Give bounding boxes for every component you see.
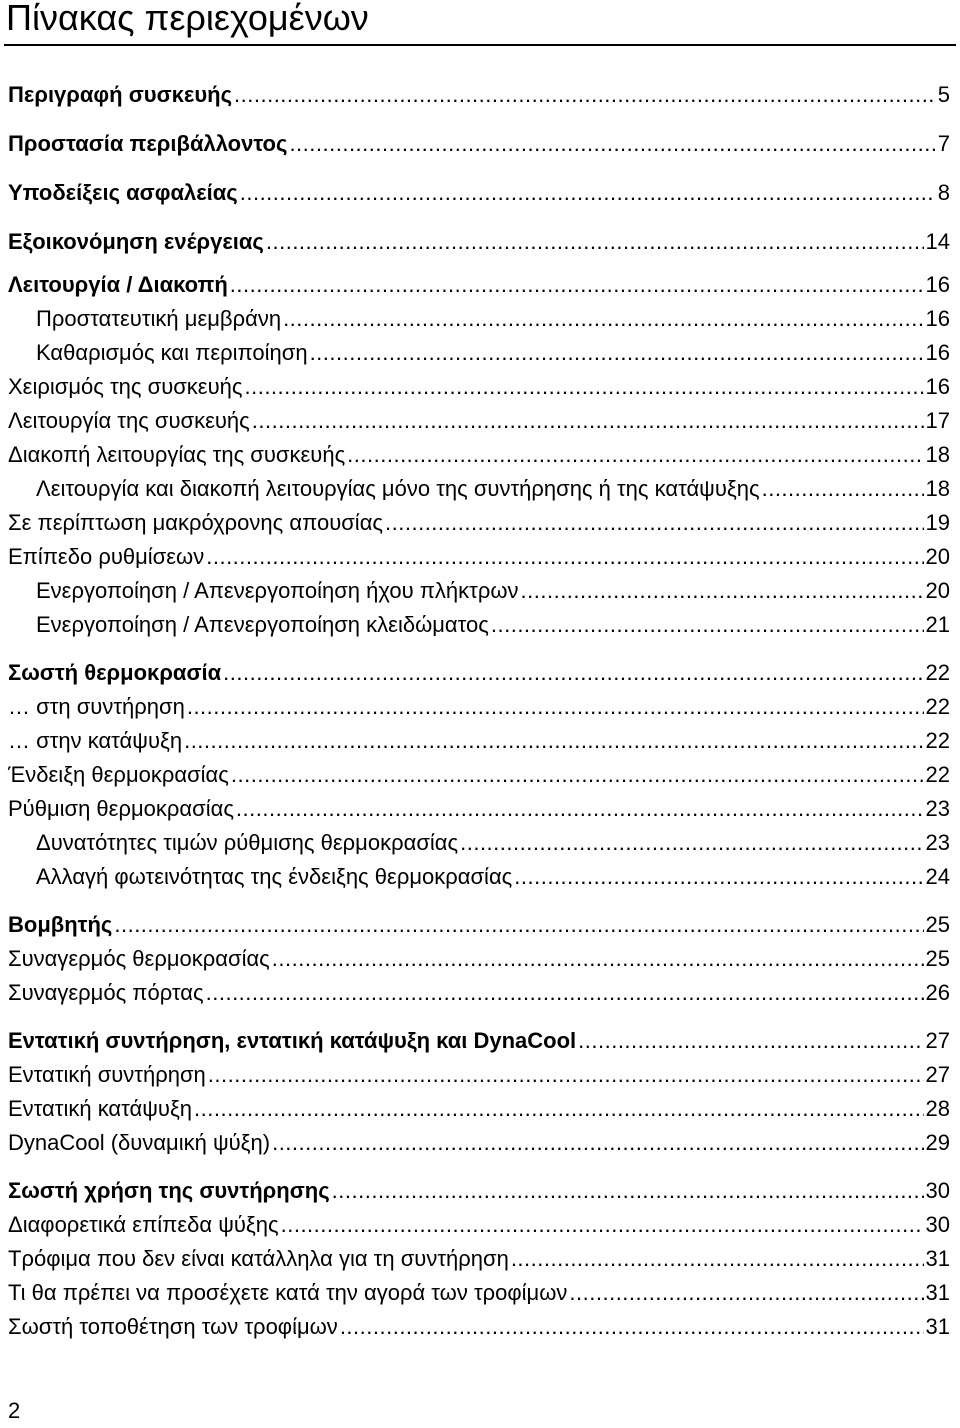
toc-label: Τρόφιμα που δεν είναι κατάλληλα για τη συντήρηση: [8, 1246, 509, 1271]
toc-label: Λειτουργία της συσκευής: [8, 408, 250, 433]
toc-entry-display-brightness[interactable]: [36, 860, 950, 890]
toc-leader-dots: [332, 1178, 924, 1204]
toc-entry-energy[interactable]: [8, 225, 950, 255]
toc-label: Εντατική συντήρηση, εντατική κατάψυξη και DynaCool: [8, 1028, 577, 1053]
toc-entry-fridge-freezer-only[interactable]: [36, 472, 950, 502]
toc-page: 21: [925, 612, 950, 637]
toc-page: 31: [925, 1314, 950, 1339]
toc-entry-correct-fridge-use[interactable]: [8, 1174, 950, 1204]
toc-entry-dynacool[interactable]: [8, 1126, 950, 1156]
toc-leader-dots: [578, 1028, 923, 1054]
toc-entry-buying-food[interactable]: [8, 1276, 950, 1306]
toc-leader-dots: [223, 660, 923, 686]
toc-entry-superfrost[interactable]: [8, 1092, 950, 1122]
toc-leader-dots: [230, 272, 924, 298]
toc-leader-dots: [208, 1062, 924, 1088]
toc-entry-switch-off[interactable]: [8, 438, 950, 468]
toc-leader-dots: [244, 374, 923, 400]
toc-entry-setting-range[interactable]: [36, 826, 950, 856]
toc-label: Συναγερμός θερμοκρασίας: [8, 946, 270, 971]
toc-page: 25: [925, 946, 950, 971]
toc-page: 24: [925, 864, 950, 889]
toc-label: Αλλαγή φωτεινότητας της ένδειξης θερμοκρασίας: [36, 864, 513, 889]
toc-entry-correct-temperature[interactable]: [8, 656, 950, 686]
toc-entry-long-absence[interactable]: [8, 506, 950, 536]
page-number: 2: [8, 1398, 21, 1423]
toc-label: Διακοπή λειτουργίας της συσκευής: [8, 442, 346, 467]
toc-entry-supercool-superfrost-dynacool[interactable]: [8, 1024, 950, 1054]
toc-page: 17: [925, 408, 950, 433]
toc-page: 18: [925, 476, 950, 501]
toc-leader-dots: [184, 728, 923, 754]
toc-page: 5: [937, 82, 950, 107]
toc-page: 26: [925, 980, 950, 1005]
toc-leader-dots: [206, 980, 924, 1006]
toc-leader-dots: [347, 442, 923, 468]
toc-label: Σωστή τοποθέτηση των τροφίμων: [8, 1314, 338, 1339]
title-divider: [4, 44, 956, 46]
toc-leader-dots: [521, 578, 924, 604]
toc-label: Σωστή χρήση της συντήρησης: [8, 1178, 330, 1203]
toc-page: 16: [925, 306, 950, 331]
toc-label: Διαφορετικά επίπεδα ψύξης: [8, 1212, 279, 1237]
toc-entry-temperature-alarm[interactable]: [8, 942, 950, 972]
toc-label: DynaCool (δυναμική ψύξη): [8, 1130, 271, 1155]
toc-page: 30: [925, 1212, 950, 1237]
toc-label: Ρύθμιση θερμοκρασίας: [8, 796, 234, 821]
toc-label: Χειρισμός της συσκευής: [8, 374, 243, 399]
toc-page: 20: [925, 544, 950, 569]
toc-entry-description[interactable]: [8, 78, 950, 108]
toc-label: Σωστή θερμοκρασία: [8, 660, 222, 685]
toc-leader-dots: [236, 796, 924, 822]
toc-leader-dots: [491, 612, 924, 638]
toc-leader-dots: [569, 1280, 923, 1306]
toc-label: Δυνατότητες τιμών ρύθμισης θερμοκρασίας: [36, 830, 459, 855]
toc-page: 16: [925, 272, 950, 297]
toc-page: 23: [925, 830, 950, 855]
toc-entry-unsuitable-foods[interactable]: [8, 1242, 950, 1272]
toc-label: Εξοικονόμηση ενέργειας: [8, 229, 264, 254]
toc-label: Καθαρισμός και περιποίηση: [36, 340, 308, 365]
toc-label: Υποδείξεις ασφαλείας: [8, 180, 238, 205]
toc-entry-key-sound[interactable]: [36, 574, 950, 604]
toc-page: 22: [925, 660, 950, 685]
toc-label: Εντατική κατάψυξη: [8, 1096, 193, 1121]
toc-leader-dots: [281, 1212, 924, 1238]
toc-leader-dots: [114, 912, 923, 938]
toc-entry-cleaning[interactable]: [36, 336, 950, 366]
toc-page: 27: [925, 1062, 950, 1087]
toc-label: Λειτουργία / Διακοπή: [8, 272, 228, 297]
toc-label: Επίπεδο ρυθμίσεων: [8, 544, 205, 569]
toc-label: Βομβητής: [8, 912, 113, 937]
toc-page: 28: [925, 1096, 950, 1121]
toc-entry-safety[interactable]: [8, 176, 950, 206]
toc-entry-in-fridge[interactable]: [8, 690, 950, 720]
page-title: Πίνακας περιεχομένων: [6, 0, 369, 38]
toc-page: 27: [925, 1028, 950, 1053]
toc-leader-dots: [511, 1246, 924, 1272]
toc-label: Προστατευτική μεμβράνη: [36, 306, 282, 331]
toc-page: 14: [925, 229, 950, 254]
toc-page: 31: [925, 1280, 950, 1305]
toc-entry-cooling-zones[interactable]: [8, 1208, 950, 1238]
toc-label: Τι θα πρέπει να προσέχετε κατά την αγορά των τροφίμων: [8, 1280, 568, 1305]
toc-entry-in-freezer[interactable]: [8, 724, 950, 754]
toc-leader-dots: [187, 694, 924, 720]
toc-label: Περιγραφή συσκευής: [8, 82, 233, 107]
toc-page: 7: [937, 131, 950, 156]
toc-leader-dots: [234, 82, 936, 108]
toc-entry-protective-film[interactable]: [36, 302, 950, 332]
toc-leader-dots: [514, 864, 923, 890]
toc-label: Ενεργοποίηση / Απενεργοποίηση κλειδώματος: [36, 612, 489, 637]
toc-page: 8: [937, 180, 950, 205]
toc-entry-switch-on[interactable]: [8, 404, 950, 434]
toc-label: Σε περίπτωση μακρόχρονης απουσίας: [8, 510, 384, 535]
toc-entry-lock[interactable]: [36, 608, 950, 638]
toc-page: 22: [925, 728, 950, 753]
toc-leader-dots: [283, 306, 923, 332]
toc-entry-temperature-setting[interactable]: [8, 792, 950, 822]
toc-leader-dots: [762, 476, 924, 502]
toc-leader-dots: [266, 229, 924, 255]
toc-page: 25: [925, 912, 950, 937]
toc-page: 18: [925, 442, 950, 467]
toc-leader-dots: [310, 340, 924, 366]
toc-entry-door-alarm[interactable]: [8, 976, 950, 1006]
toc-leader-dots: [272, 946, 924, 972]
toc-page: 29: [925, 1130, 950, 1155]
toc-entry-operation[interactable]: [8, 268, 950, 298]
toc-label: Προστασία περιβάλλοντος: [8, 131, 288, 156]
toc-entry-buzzer[interactable]: [8, 908, 950, 938]
toc-leader-dots: [272, 1130, 923, 1156]
toc-leader-dots: [340, 1314, 924, 1340]
toc-label: … στην κατάψυξη: [8, 728, 183, 753]
toc-entry-environment[interactable]: [8, 127, 950, 157]
toc-leader-dots: [206, 544, 923, 570]
toc-label: Λειτουργία και διακοπή λειτουργίας μόνο της συντήρησης ή της κατάψυξης: [36, 476, 760, 501]
toc-entry-food-placement[interactable]: [8, 1310, 950, 1340]
toc-page: 16: [925, 374, 950, 399]
toc-entry-handling[interactable]: [8, 370, 950, 400]
toc-label: Ένδειξη θερμοκρασίας: [8, 762, 229, 787]
toc-page: 30: [925, 1178, 950, 1203]
toc-page: 16: [925, 340, 950, 365]
toc-leader-dots: [194, 1096, 923, 1122]
toc-label: Συναγερμός πόρτας: [8, 980, 204, 1005]
toc-entry-settings-level[interactable]: [8, 540, 950, 570]
toc-page: 22: [925, 762, 950, 787]
toc-leader-dots: [385, 510, 924, 536]
toc-label: … στη συντήρηση: [8, 694, 185, 719]
toc-leader-dots: [252, 408, 924, 434]
toc-entry-supercool[interactable]: [8, 1058, 950, 1088]
toc-page: 19: [925, 510, 950, 535]
toc-leader-dots: [240, 180, 936, 206]
toc-page: 22: [925, 694, 950, 719]
toc-page: 31: [925, 1246, 950, 1271]
toc-page: 23: [925, 796, 950, 821]
toc-page: 20: [925, 578, 950, 603]
toc-leader-dots: [460, 830, 923, 856]
toc-label: Ενεργοποίηση / Απενεργοποίηση ήχου πλήκτρων: [36, 578, 519, 603]
toc-entry-temperature-display[interactable]: [8, 758, 950, 788]
toc-leader-dots: [231, 762, 924, 788]
toc-label: Εντατική συντήρηση: [8, 1062, 206, 1087]
toc-leader-dots: [289, 131, 935, 157]
